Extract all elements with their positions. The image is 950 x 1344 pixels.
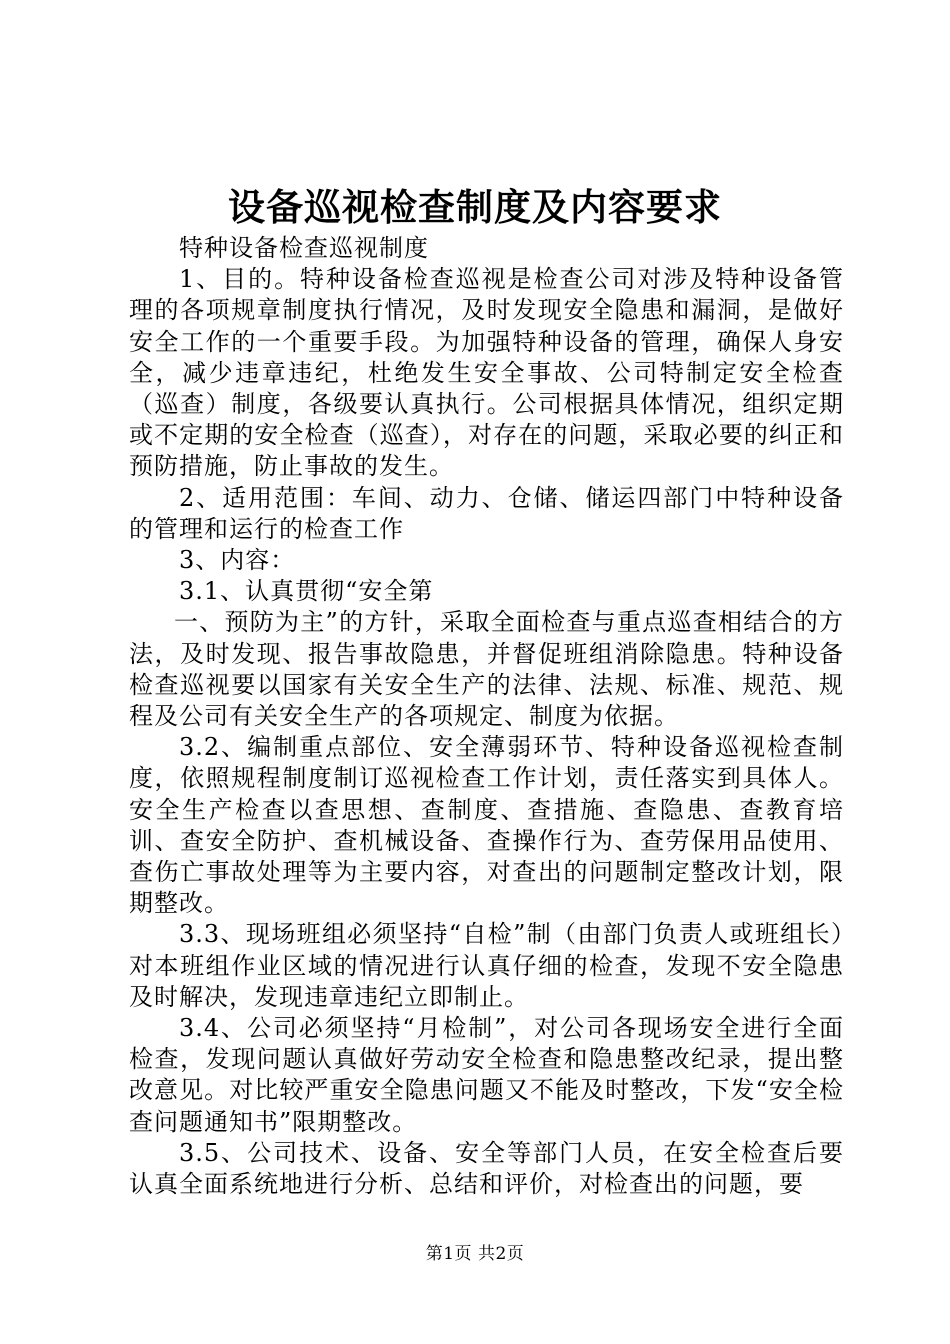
paragraph-3-1: 3.1、认真贯彻“安全第	[179, 577, 434, 606]
paragraph-3-3: 3.3、现场班组必须坚持“自检”制（由部门负责人或班组长）对本班组作业区域的情况进行认真仔细的检查，发现不安全隐患及时解决，发现违章违纪立即制止。	[129, 920, 844, 1011]
document-body	[129, 233, 844, 1200]
paragraph-subtitle: 特种设备检查巡视制度	[179, 234, 429, 262]
paragraph-3-4: 3.4、公司必须坚持“月检制”，对公司各现场安全进行全面检查，发现问题认真做好劳动安全检查和隐患整改纪录，提出整改意见。对比较严重安全隐患问题又不能及时整改，下发“安全检查问题通知书”限期整改。	[129, 1014, 844, 1136]
paragraph-scope: 2、适用范围：车间、动力、仓储、储运四部门中特种设备的管理和运行的检查工作	[129, 483, 844, 543]
page-number-footer: 第1页 共2页	[425, 1244, 525, 1264]
paragraph-3-5: 3.5、公司技术、设备、安全等部门人员，在安全检查后要认真全面系统地进行分析、总结和评价，对检查出的问题，要	[129, 1138, 844, 1199]
paragraph-3-2: 3.2、编制重点部位、安全薄弱环节、特种设备巡视检查制度，依照规程制度制订巡视检查工作计划，责任落实到具体人。安全生产检查以查思想、查制度、查措施、查隐患、查教育培训、查安全防护、查机械设备、查操作行为、查劳保用品使用、查伤亡事故处理等为主要内容，对查出的问题制定整改计划，限期整改。	[129, 733, 844, 918]
paragraph-3-1-continued: 一、预防为主”的方针，采取全面检查与重点巡查相结合的方法，及时发现、报告事故隐患，并督促班组消除隐患。特种设备检查巡视要以国家有关安全生产的法律、法规、标准、规范、规程及公司有关安全生产的各项规定、制度为依据。	[129, 608, 844, 731]
paragraph-purpose: 1、目的。特种设备检查巡视是检查公司对涉及特种设备管理的各项规章制度执行情况，及时发现安全隐患和漏洞，是做好安全工作的一个重要手段。为加强特种设备的管理，确保人身安全，减少违章违纪，杜绝发生安全事故、公司特制定安全检查（巡查）制度，各级要认真执行。公司根据具体情况，组织定期或不定期的安全检查（巡查），对存在的问题，采取必要的纠正和预防措施，防止事故的发生。	[129, 265, 844, 481]
paragraph-content-heading: 3、内容：	[179, 546, 296, 575]
document-title: 设备巡视检查制度及内容要求	[228, 185, 722, 229]
